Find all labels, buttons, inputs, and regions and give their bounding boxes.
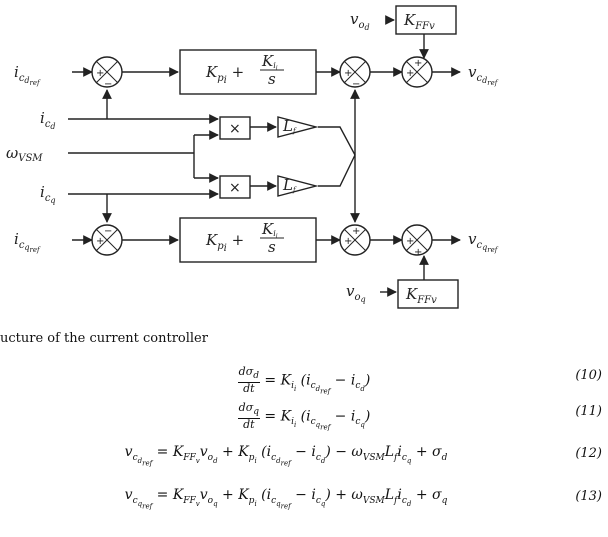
- svg-text:s: s: [268, 70, 276, 88]
- label-omega-vsm: $\omega_{VSM}$: [6, 144, 43, 164]
- lf-gain-bottom: [278, 176, 316, 196]
- svg-text:+: +: [344, 68, 353, 79]
- svg-text:Kpi +: $K_pi$ +: [206, 63, 245, 86]
- svg-text:+: +: [406, 236, 415, 247]
- figure-caption: ucture of the current controller: [0, 331, 208, 346]
- label-vcd-ref: $v_cdref$: [468, 63, 498, 87]
- svg-text:×: ×: [229, 180, 241, 196]
- svg-text:−: −: [104, 226, 113, 237]
- svg-text:Kpi +: $K_pi$ +: [206, 231, 245, 254]
- svg-text:+: +: [406, 68, 415, 79]
- svg-text:KFFv: $K_{FFv}$: [404, 11, 435, 32]
- sum-junction-bottom-ff: [402, 225, 432, 258]
- equation-13: $v_{c_{q_{ref}}} = K_{FF_v}v_{o_q} + K_{p_i}$ $(i_{c_{q_{ref}}} - i_{c_q}) + \omega_{VSM}L_fi_{c_d} + \sigma_q$ (13): [124, 487, 602, 510]
- kffv-block-top: [396, 6, 456, 34]
- svg-text:+: +: [352, 226, 361, 237]
- label-icq-ref: $i_cqref$: [14, 230, 40, 254]
- equation-number-10: (10): [575, 368, 602, 383]
- label-icd-ref: $i_cdref$: [14, 63, 40, 87]
- svg-text:×: ×: [229, 121, 241, 137]
- svg-text:−: −: [104, 79, 113, 90]
- svg-text:Kii: Kii: [262, 52, 278, 72]
- equation-number-11: (11): [575, 404, 602, 419]
- svg-text:Kii: Kii: [262, 220, 278, 240]
- svg-text:+: +: [414, 58, 423, 69]
- equation-number-13: (13): [575, 489, 602, 504]
- pi-block-bottom: [180, 218, 316, 262]
- label-vod: $v_od$: [350, 10, 370, 32]
- label-icq: $i_cq$: [40, 183, 56, 205]
- sum-junction-top-decouple: [340, 57, 370, 90]
- svg-text:Lf: Lf: [283, 117, 296, 135]
- svg-text:KFFv: $K_{FFv}$: [406, 285, 437, 306]
- svg-text:Lf: Lf: [283, 176, 296, 194]
- svg-text:+: +: [96, 68, 105, 79]
- equation-12: $v_{c_{d_{ref}}} = K_{FF_v}v_{o_d} + K_{p_i}$ $(i_{c_{d_{ref}}} - i_{c_d}) - \omega_{VSM}L_fi_{c_q} + \sigma_d$ (12): [124, 444, 602, 467]
- sum-junction-bottom-error: [92, 225, 122, 255]
- svg-text:+: +: [96, 236, 105, 247]
- svg-text:+: +: [414, 247, 423, 258]
- svg-text:−: −: [352, 79, 361, 90]
- label-icd: $i_cd$: [40, 109, 56, 131]
- sum-junction-top-ff: [402, 57, 432, 87]
- sum-junction-bottom-decouple: [340, 225, 370, 255]
- label-voq: $v_oq$: [346, 282, 366, 304]
- equation-10: $\frac{d\sigma_d}{dt}$ = $K_{i_i}$ $(i_{c_{d_{ref}}} - i_{c_d})$ (10): [238, 365, 602, 396]
- svg-text:s: s: [268, 238, 276, 256]
- pi-block-top: [180, 50, 316, 94]
- multiplier-top: [220, 117, 250, 139]
- equation-number-12: (12): [575, 446, 602, 461]
- kffv-block-bottom: [398, 280, 458, 308]
- sum-junction-top-error: [92, 57, 122, 90]
- label-vcq-ref: $v_cqref$: [468, 230, 498, 254]
- lf-gain-top: [278, 117, 316, 137]
- svg-text:+: +: [344, 236, 353, 247]
- multiplier-bottom: [220, 176, 250, 198]
- equation-11: $\frac{d\sigma_q}{dt}$ = $K_{i_i}$ $(i_{c_{q_{ref}}} - i_{c_q})$ (11): [238, 401, 602, 432]
